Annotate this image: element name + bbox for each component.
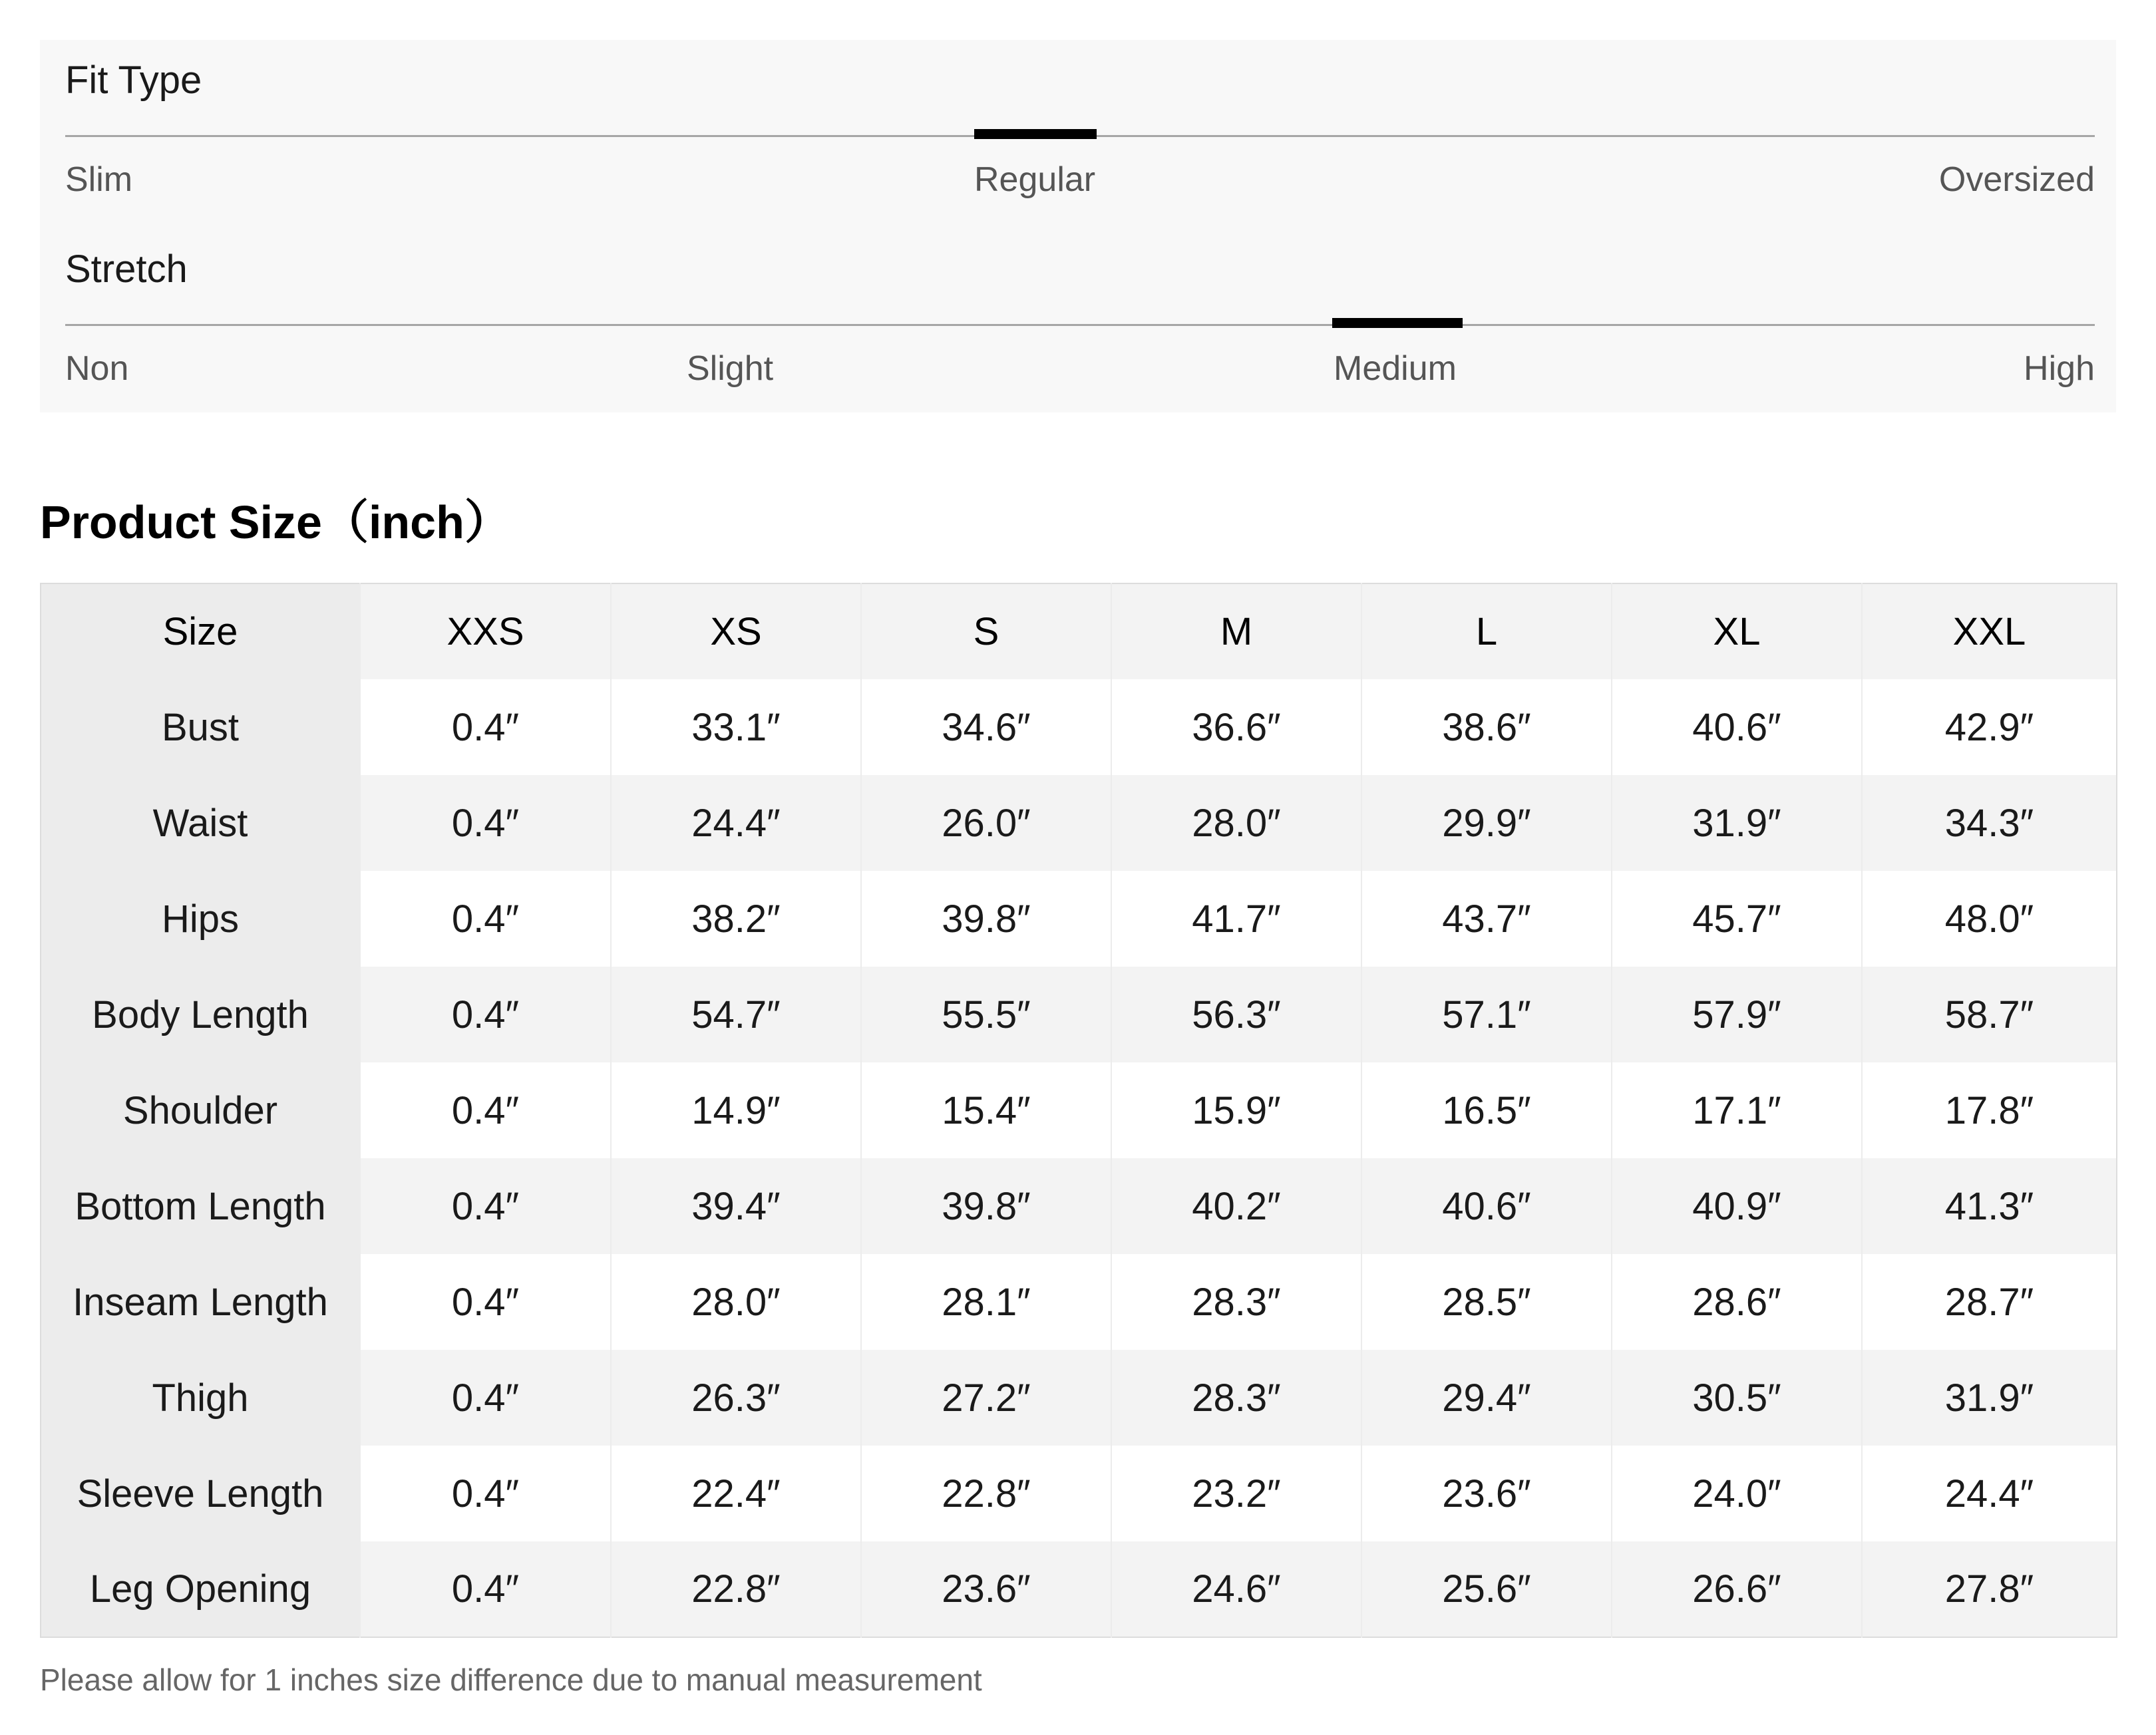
- stretch-label-slight: Slight: [687, 349, 774, 388]
- table-cell: 43.7″: [1361, 871, 1612, 967]
- measurement-note: Please allow for 1 inches size difference due to manual measurement: [40, 1662, 982, 1697]
- table-cell: 0.4″: [360, 1254, 611, 1350]
- table-cell: 15.9″: [1111, 1062, 1361, 1158]
- column-header: XS: [611, 583, 861, 679]
- table-cell: 31.9″: [1862, 1350, 2117, 1446]
- table-header-row: [41, 583, 2117, 679]
- row-label: Body Length: [41, 967, 360, 1062]
- table-row: [41, 1062, 2117, 1158]
- table-row: [41, 1350, 2117, 1446]
- table-cell: 36.6″: [1111, 679, 1361, 775]
- table-cell: 39.4″: [611, 1158, 861, 1254]
- table-cell: 25.6″: [1361, 1541, 1612, 1637]
- table-row: [41, 775, 2117, 871]
- table-row: [41, 1158, 2117, 1254]
- table-row: [41, 679, 2117, 775]
- table-cell: 28.0″: [1111, 775, 1361, 871]
- table-cell: 29.9″: [1361, 775, 1612, 871]
- row-label: Sleeve Length: [41, 1446, 360, 1541]
- table-cell: 27.2″: [861, 1350, 1111, 1446]
- table-cell: 24.4″: [611, 775, 861, 871]
- table-cell: 23.2″: [1111, 1446, 1361, 1541]
- table-cell: 24.4″: [1862, 1446, 2117, 1541]
- table-cell: 34.3″: [1862, 775, 2117, 871]
- table-cell: 30.5″: [1612, 1350, 1862, 1446]
- table-cell: 0.4″: [360, 1062, 611, 1158]
- table-cell: 28.7″: [1862, 1254, 2117, 1350]
- table-row: [41, 871, 2117, 967]
- table-cell: 22.4″: [611, 1446, 861, 1541]
- table-cell: 57.9″: [1612, 967, 1862, 1062]
- product-size-title: Product Size（inch）: [40, 496, 511, 548]
- table-cell: 40.2″: [1111, 1158, 1361, 1254]
- table-cell: 0.4″: [360, 871, 611, 967]
- table-row: [41, 1254, 2117, 1350]
- table-cell: 0.4″: [360, 775, 611, 871]
- row-label: Hips: [41, 871, 360, 967]
- column-header: XXS: [360, 583, 611, 679]
- table-cell: 15.4″: [861, 1062, 1111, 1158]
- table-row: [41, 1446, 2117, 1541]
- table-cell: 28.0″: [611, 1254, 861, 1350]
- table-cell: 0.4″: [360, 679, 611, 775]
- table-cell: 22.8″: [861, 1446, 1111, 1541]
- table-cell: 41.3″: [1862, 1158, 2117, 1254]
- table-cell: 54.7″: [611, 967, 861, 1062]
- column-header: L: [1361, 583, 1612, 679]
- table-cell: 58.7″: [1862, 967, 2117, 1062]
- fit-panel: [40, 40, 2116, 412]
- table-cell: 55.5″: [861, 967, 1111, 1062]
- table-cell: 40.6″: [1612, 679, 1862, 775]
- stretch-section: [65, 247, 2095, 388]
- column-header: S: [861, 583, 1111, 679]
- table-cell: 28.1″: [861, 1254, 1111, 1350]
- table-cell: 40.6″: [1361, 1158, 1612, 1254]
- table-row: [41, 1541, 2117, 1637]
- table-cell: 31.9″: [1612, 775, 1862, 871]
- table-cell: 23.6″: [861, 1541, 1111, 1637]
- table-cell: 16.5″: [1361, 1062, 1612, 1158]
- stretch-marker: [1332, 318, 1463, 328]
- fit-label-regular: Regular: [974, 160, 1096, 199]
- table-cell: 28.5″: [1361, 1254, 1612, 1350]
- table-cell: 28.3″: [1111, 1350, 1361, 1446]
- table-cell: 28.6″: [1612, 1254, 1862, 1350]
- table-cell: 34.6″: [861, 679, 1111, 775]
- table-cell: 33.1″: [611, 679, 861, 775]
- table-cell: 28.3″: [1111, 1254, 1361, 1350]
- table-cell: 40.9″: [1612, 1158, 1862, 1254]
- table-cell: 0.4″: [360, 1446, 611, 1541]
- table-cell: 26.6″: [1612, 1541, 1862, 1637]
- table-cell: 29.4″: [1361, 1350, 1612, 1446]
- column-header: XXL: [1862, 583, 2117, 679]
- row-label: Leg Opening: [41, 1541, 360, 1637]
- row-label: Waist: [41, 775, 360, 871]
- table-cell: 39.8″: [861, 871, 1111, 967]
- table-cell: 24.6″: [1111, 1541, 1361, 1637]
- table-cell: 39.8″: [861, 1158, 1111, 1254]
- fit-type-title: Fit Type: [65, 59, 202, 102]
- table-cell: 26.3″: [611, 1350, 861, 1446]
- table-cell: 38.2″: [611, 871, 861, 967]
- column-header: M: [1111, 583, 1361, 679]
- table-cell: 41.7″: [1111, 871, 1361, 967]
- table-cell: 23.6″: [1361, 1446, 1612, 1541]
- table-cell: 27.8″: [1862, 1541, 2117, 1637]
- stretch-label-non: Non: [65, 349, 129, 388]
- table-cell: 24.0″: [1612, 1446, 1862, 1541]
- table-cell: 45.7″: [1612, 871, 1862, 967]
- stretch-track: [65, 324, 2095, 326]
- stretch-label-high: High: [2024, 349, 2095, 388]
- size-table: [40, 583, 2117, 1638]
- row-label: Bottom Length: [41, 1158, 360, 1254]
- column-header: Size: [41, 583, 360, 679]
- table-cell: 26.0″: [861, 775, 1111, 871]
- fit-type-labels: [65, 162, 2095, 209]
- row-label: Thigh: [41, 1350, 360, 1446]
- row-label: Inseam Length: [41, 1254, 360, 1350]
- table-cell: 17.8″: [1862, 1062, 2117, 1158]
- table-cell: 14.9″: [611, 1062, 861, 1158]
- stretch-title: Stretch: [65, 247, 188, 291]
- table-cell: 0.4″: [360, 1350, 611, 1446]
- table-cell: 57.1″: [1361, 967, 1612, 1062]
- table-cell: 22.8″: [611, 1541, 861, 1637]
- row-label: Shoulder: [41, 1062, 360, 1158]
- table-cell: 56.3″: [1111, 967, 1361, 1062]
- fit-type-section: [65, 59, 2095, 199]
- table-cell: 0.4″: [360, 1541, 611, 1637]
- fit-type-marker: [974, 129, 1097, 139]
- row-label: Bust: [41, 679, 360, 775]
- fit-label-slim: Slim: [65, 160, 133, 199]
- table-cell: 17.1″: [1612, 1062, 1862, 1158]
- table-cell: 48.0″: [1862, 871, 2117, 967]
- stretch-labels: [65, 351, 2095, 398]
- table-row: [41, 967, 2117, 1062]
- stretch-label-medium: Medium: [1334, 349, 1457, 388]
- table-cell: 38.6″: [1361, 679, 1612, 775]
- table-cell: 0.4″: [360, 967, 611, 1062]
- table-cell: 0.4″: [360, 1158, 611, 1254]
- column-header: XL: [1612, 583, 1862, 679]
- fit-label-oversized: Oversized: [1938, 160, 2095, 199]
- table-cell: 42.9″: [1862, 679, 2117, 775]
